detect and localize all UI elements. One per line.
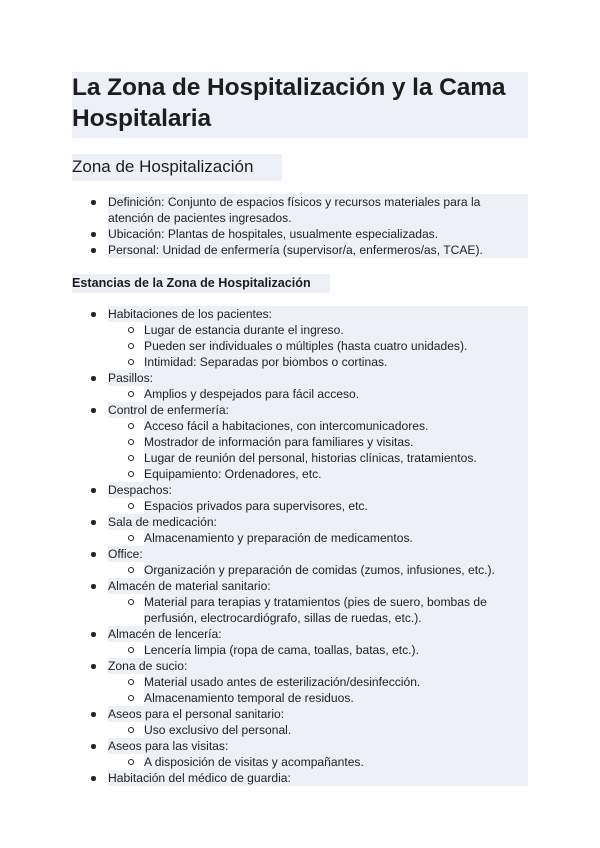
- sub-list-item-text: A disposición de visitas y acompañantes.: [144, 754, 528, 770]
- sub-list-item-text: Intimidad: Separadas por biombos o cortinas.: [144, 354, 528, 370]
- circle-bullet-icon: [128, 471, 134, 477]
- circle-bullet-icon: [128, 343, 134, 349]
- circle-bullet-icon: [128, 455, 134, 461]
- list-item: [72, 370, 528, 402]
- bullet-icon: [91, 632, 96, 637]
- list-item: [72, 706, 528, 738]
- sub-list: [108, 530, 528, 546]
- bullet-icon: [91, 744, 96, 749]
- list-item-label: Habitación del médico de guardia:: [108, 770, 528, 786]
- circle-bullet-icon: [128, 535, 134, 541]
- list-item: [72, 242, 528, 258]
- sub-list-item-text: Almacenamiento temporal de residuos.: [144, 690, 528, 706]
- circle-bullet-icon: [128, 567, 134, 573]
- sub-list-item: [108, 674, 528, 690]
- list-item: [72, 578, 528, 626]
- list-item-label: Aseos para las visitas:: [108, 738, 528, 754]
- sub-list-item-text: Uso exclusivo del personal.: [144, 722, 528, 738]
- list-item-label: Despachos:: [108, 482, 528, 498]
- sub-list-item-text: Equipamiento: Ordenadores, etc.: [144, 466, 528, 482]
- sub-list-item-text: Almacenamiento y preparación de medicamentos.: [144, 530, 528, 546]
- bullet-icon: [91, 408, 96, 413]
- circle-bullet-icon: [128, 727, 134, 733]
- bullet-icon: [91, 200, 96, 205]
- sub-list-item: [108, 642, 528, 658]
- sub-list-item-text: Espacios privados para supervisores, etc.: [144, 498, 528, 514]
- sub-list-item-text: Lencería limpia (ropa de cama, toallas, batas, etc.).: [144, 642, 528, 658]
- circle-bullet-icon: [128, 439, 134, 445]
- list-item-label: Office:: [108, 546, 528, 562]
- bullet-icon: [91, 552, 96, 557]
- list-item: [72, 658, 528, 706]
- sub-list-item: [108, 322, 528, 338]
- subsection-heading: Estancias de la Zona de Hospitalización: [72, 274, 330, 293]
- sub-list: [108, 386, 528, 402]
- list-item: [72, 738, 528, 770]
- sub-list-item: [108, 498, 528, 514]
- circle-bullet-icon: [128, 695, 134, 701]
- list-item-label: Control de enfermería:: [108, 402, 528, 418]
- list-item: [72, 194, 528, 226]
- sub-list-item-text: Organización y preparación de comidas (zumos, infusiones, etc.).: [144, 562, 528, 578]
- section-list: [72, 194, 528, 258]
- circle-bullet-icon: [128, 391, 134, 397]
- sub-list: [108, 418, 528, 482]
- list-item-label: Sala de medicación:: [108, 514, 528, 530]
- sub-list: [108, 754, 528, 770]
- circle-bullet-icon: [128, 599, 134, 605]
- sub-list-item-text: Amplios y despejados para fácil acceso.: [144, 386, 528, 402]
- circle-bullet-icon: [128, 759, 134, 765]
- sub-list-item: [108, 466, 528, 482]
- sub-list-item: [108, 562, 528, 578]
- sub-list-item: [108, 594, 528, 626]
- document-page: [72, 72, 528, 786]
- sub-list-item: [108, 434, 528, 450]
- list-item: [72, 626, 528, 658]
- sub-list-item: [108, 386, 528, 402]
- list-item-label: Almacén de lencería:: [108, 626, 528, 642]
- circle-bullet-icon: [128, 503, 134, 509]
- bullet-icon: [91, 248, 96, 253]
- sub-list-item-text: Mostrador de información para familiares y visitas.: [144, 434, 528, 450]
- circle-bullet-icon: [128, 679, 134, 685]
- circle-bullet-icon: [128, 423, 134, 429]
- list-item: [72, 306, 528, 370]
- list-item-label: Pasillos:: [108, 370, 528, 386]
- sub-list-item: [108, 450, 528, 466]
- sub-list: [108, 498, 528, 514]
- bullet-icon: [91, 776, 96, 781]
- document-title: La Zona de Hospitalización y la Cama Hospitalaria: [72, 72, 528, 138]
- bullet-icon: [91, 664, 96, 669]
- bullet-icon: [91, 520, 96, 525]
- sub-list: [108, 562, 528, 578]
- sub-list-item: [108, 530, 528, 546]
- list-item: [72, 770, 528, 786]
- list-item: [72, 226, 528, 242]
- list-item-text: Definición: Conjunto de espacios físicos y recursos materiales para la atención de pacientes ingresados.: [108, 194, 528, 226]
- sub-list-item: [108, 722, 528, 738]
- bullet-icon: [91, 232, 96, 237]
- section-heading: Zona de Hospitalización: [72, 154, 282, 181]
- sub-list-item: [108, 418, 528, 434]
- sub-list-item-text: Acceso fácil a habitaciones, con intercomunicadores.: [144, 418, 528, 434]
- circle-bullet-icon: [128, 359, 134, 365]
- list-item-label: Aseos para el personal sanitario:: [108, 706, 528, 722]
- sub-list: [108, 322, 528, 370]
- sub-list-item-text: Material usado antes de esterilización/desinfección.: [144, 674, 528, 690]
- sub-list-item-text: Lugar de estancia durante el ingreso.: [144, 322, 528, 338]
- list-item-text: Ubicación: Plantas de hospitales, usualmente especializadas.: [108, 226, 528, 242]
- list-item: [72, 482, 528, 514]
- list-item-label: Habitaciones de los pacientes:: [108, 306, 528, 322]
- list-item: [72, 546, 528, 578]
- sub-list-item-text: Material para terapias y tratamientos (pies de suero, bombas de perfusión, electrocardiógrafo, sillas de ruedas, etc.).: [144, 594, 528, 626]
- sub-list-item: [108, 354, 528, 370]
- bullet-icon: [91, 488, 96, 493]
- sub-list-item-text: Lugar de reunión del personal, historias clínicas, tratamientos.: [144, 450, 528, 466]
- list-item: [72, 514, 528, 546]
- sub-list-item: [108, 338, 528, 354]
- sub-list: [108, 674, 528, 706]
- sub-list-item-text: Pueden ser individuales o múltiples (hasta cuatro unidades).: [144, 338, 528, 354]
- circle-bullet-icon: [128, 647, 134, 653]
- sub-list-item: [108, 690, 528, 706]
- list-item-label: Zona de sucio:: [108, 658, 528, 674]
- bullet-icon: [91, 376, 96, 381]
- list-item: [72, 402, 528, 482]
- sub-list: [108, 642, 528, 658]
- sub-list: [108, 594, 528, 626]
- bullet-icon: [91, 712, 96, 717]
- list-item-label: Almacén de material sanitario:: [108, 578, 528, 594]
- bullet-icon: [91, 584, 96, 589]
- sub-list: [108, 722, 528, 738]
- bullet-icon: [91, 312, 96, 317]
- circle-bullet-icon: [128, 327, 134, 333]
- stays-list: [72, 306, 528, 786]
- sub-list-item: [108, 754, 528, 770]
- list-item-text: Personal: Unidad de enfermería (supervisor/a, enfermeros/as, TCAE).: [108, 242, 528, 258]
